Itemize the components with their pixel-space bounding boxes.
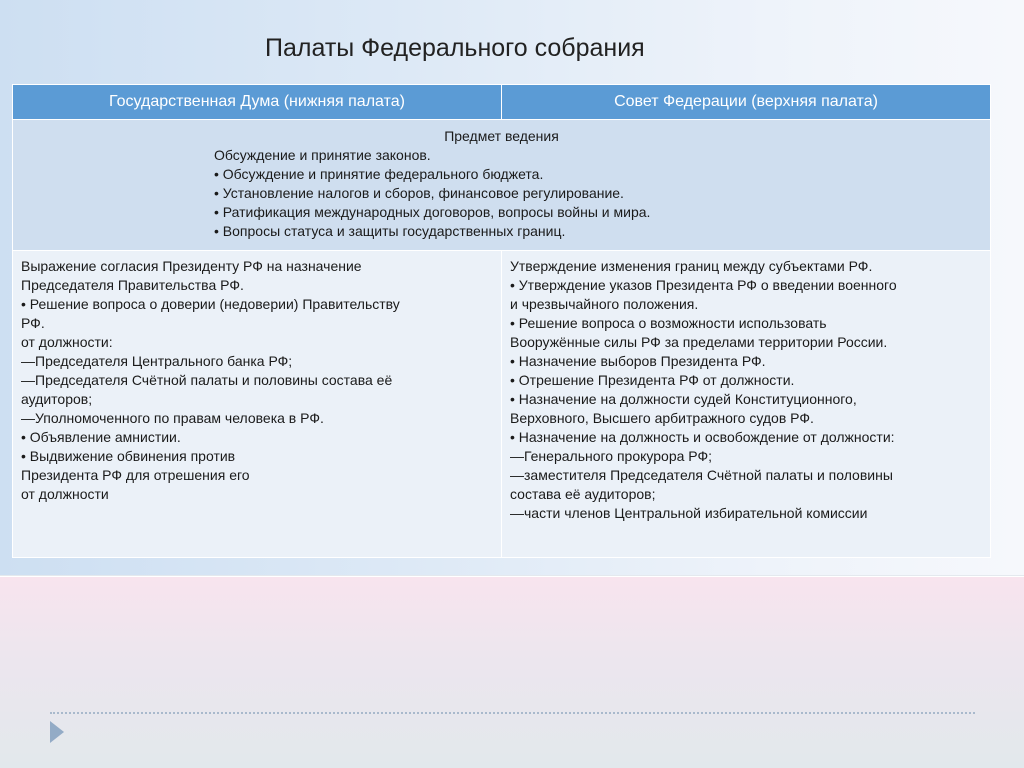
- text-line: • Вопросы статуса и защиты государственных границ.: [214, 223, 566, 239]
- text-line: • Ратификация международных договоров, вопросы войны и мира.: [214, 204, 651, 220]
- chambers-table: [12, 84, 991, 558]
- slide-title: Палаты Федерального собрания: [265, 34, 645, 62]
- text-line: Председателя Правительства РФ.: [21, 277, 244, 293]
- text-line: Верховного, Высшего арбитражного судов РФ.: [510, 410, 814, 426]
- council-powers-cell: [502, 251, 991, 558]
- jurisdiction-list: [214, 146, 989, 241]
- text-line: • Обсуждение и принятие федерального бюджета.: [214, 166, 544, 182]
- text-line: Президента РФ для отрешения его: [21, 467, 250, 483]
- text-line: • Назначение выборов Президента РФ.: [510, 353, 766, 369]
- text-line: —Генерального прокурора РФ;: [510, 448, 713, 464]
- duma-powers-cell: [13, 251, 502, 558]
- text-line: —части членов Центральной избирательной комиссии: [510, 505, 868, 521]
- header-council: Совет Федерации (верхняя палата): [502, 85, 991, 120]
- text-line: —Уполномоченного по правам человека в РФ.: [21, 410, 324, 426]
- text-line: состава её аудиторов;: [510, 486, 656, 502]
- text-line: • Выдвижение обвинения против: [21, 448, 236, 464]
- text-line: Утверждение изменения границ между субъектами РФ.: [510, 258, 873, 274]
- text-line: • Отрешение Президента РФ от должности.: [510, 372, 795, 388]
- text-line: • Решение вопроса о доверии (недоверии) Правительству: [21, 296, 400, 312]
- text-line: —заместителя Председателя Счётной палаты и половины: [510, 467, 893, 483]
- jurisdiction-heading: Предмет ведения: [444, 128, 559, 144]
- text-line: • Утверждение указов Президента РФ о введении военного: [510, 277, 897, 293]
- footer-divider: [50, 712, 975, 714]
- shared-jurisdiction-cell: [13, 120, 991, 251]
- text-line: • Установление налогов и сборов, финансовое регулирование.: [214, 185, 624, 201]
- header-duma: Государственная Дума (нижняя палата): [13, 85, 502, 120]
- text-line: • Назначение на должности судей Конституционного,: [510, 391, 857, 407]
- text-line: от должности: [21, 486, 109, 502]
- text-line: Вооружённые силы РФ за пределами территории России.: [510, 334, 888, 350]
- text-line: • Решение вопроса о возможности использовать: [510, 315, 827, 331]
- text-line: аудиторов;: [21, 391, 93, 407]
- text-line: Выражение согласия Президенту РФ на назначение: [21, 258, 362, 274]
- text-line: РФ.: [21, 315, 45, 331]
- text-line: —Председателя Счётной палаты и половины состава её: [21, 372, 393, 388]
- triangle-arrow-icon: [50, 721, 64, 743]
- text-line: от должности:: [21, 334, 113, 350]
- text-line: • Объявление амнистии.: [21, 429, 181, 445]
- text-line: • Назначение на должность и освобождение от должности:: [510, 429, 895, 445]
- text-line: Обсуждение и принятие законов.: [214, 147, 431, 163]
- slide-bottom-background: [0, 576, 1024, 768]
- text-line: и чрезвычайного положения.: [510, 296, 699, 312]
- text-line: —Председателя Центрального банка РФ;: [21, 353, 293, 369]
